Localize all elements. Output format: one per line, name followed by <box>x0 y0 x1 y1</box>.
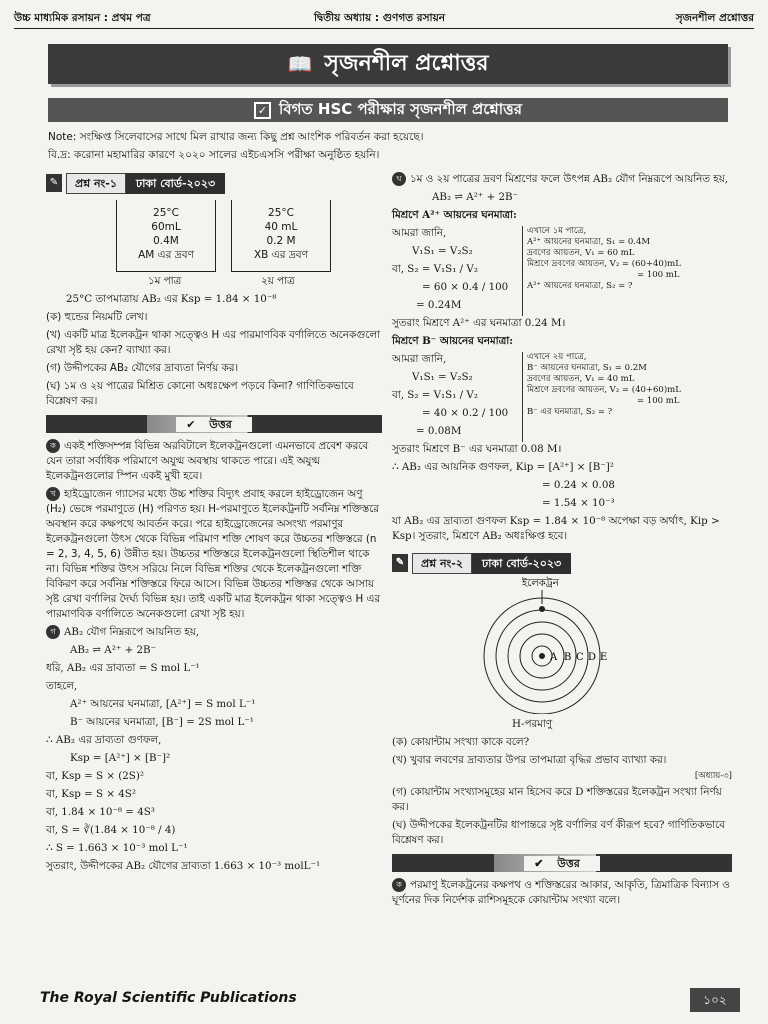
shell-label-e: E <box>600 652 608 663</box>
answer-bar-2: ✔ উত্তর <box>392 854 732 872</box>
q2-gha: (ঘ) উদ্দীপকের ইলেকট্রনটির ধাপান্তরে সৃষ্ট বর্ণালির বর্ণ কীরূপ হবে? গাণিতিকভাবে বিশ্লেষণ কর। <box>392 819 726 846</box>
q2-board: ঢাকা বোর্ড-২০২৩ <box>472 553 571 574</box>
q1-tag <box>46 172 382 194</box>
shell-label-c: C <box>576 652 584 663</box>
ans-kha: খ হাইড্রোজেন গ্যাসের মধ্যে উচ্চ শক্তির বিদ্যুৎ প্রবাহ করলে হাইড্রোজেন অণু (H₂) ভেঙ্গে পরমাণুতে (H) পরিণত হয়। H-পরমাণুতে ইলেকট্রনটি সর্বনিম্ন শক্তিস্তরে অবস্থান করে কক্ষপথে আবর্তন করে। পরে হাইড্রোজেনের অসংখ্য পরমাণুর ইলেকট্রনগুলো উৎস থেকে বিভিন্ন পরিমাণ শক্তি শোষণ করে উচ্চতর শক্তিস্তরে (n = 2, 3, 4, 5, 6) উন্নীত হয়। উচ্চতর শক্তিস্তরে ইলেকট্রনগুলো স্থিতিশীল থাকে না। বিভিন্ন শক্তির উৎস সরিয়ে নিলে বিভিন্ন শক্তির থেকে ইলেকট্রনগুলো শক্তি বিকিরণ করে সর্বনিম্ন শক্তিস্তরে ফিরে আসে। বিভিন্ন উচ্চতর শক্তিস্তর থেকে আসায় সৃষ্ট রেখা বর্ণালির দৈর্ঘ্য বিভিন্ন হয়। তাই একটি মাত্র ইলেকট্রন থাকা সত্ত্বেও H এর পারমাণবিক বর্ণালিতে অনেকগুলো রেখা সৃষ্ট হয়। <box>46 488 381 620</box>
shell-label-a: A <box>550 652 558 663</box>
stimulus-pots <box>46 194 382 292</box>
q2-tag <box>392 552 732 574</box>
banner-title: সৃজনশীল প্রশ্নোত্তর <box>324 50 489 76</box>
pot-2-label: ২য় পাত্র <box>261 275 295 287</box>
q1-gha: (ঘ) ১ম ও ২য় পাত্রের মিশ্রিত কোনো অধঃক্ষেপ পড়বে কিনা? গাণিতিকভাবে বিশ্লেষণ কর। <box>46 380 354 407</box>
section-banner <box>48 44 728 84</box>
ans-ga: গ AB₂ যৌগ নিম্নরূপে আয়নিত হয়, AB₂ ⇌ A²⁺ + 2B⁻ ধরি, AB₂ এর দ্রাব্যতা = S mol L⁻¹ তাহলে, A²⁺ আয়নের ঘনমাত্রা, [A²⁺] = S mol L⁻¹ B⁻ আয়নের ঘনমাত্রা, [B⁻] = 2S mol L⁻¹ ∴ AB₂ এর দ্রাব্যতা গুণফল, Ksp = [A²⁺] × [B⁻]² বা, Ksp = S × (2S)² বা, Ksp = S × 4S² বা, 1.84 × 10⁻⁸ = 4S³ বা, S = ∛(1.84 × 10⁻⁸ / 4) ∴ S = 1.663 × 10⁻³ mol L⁻¹ সুতরাং, উদ্দীপকের AB₂ যৌগের দ্রাব্যতা 1.663 × 10⁻³ molL⁻¹ <box>46 626 321 872</box>
left-column <box>46 172 382 877</box>
header-right: সৃজনশীল প্রশ্নোত্তর <box>675 12 754 24</box>
gha-intro: ১ম ও ২য় পাত্রের দ্রবণ মিশ্রণের ফলে উৎপন্ন AB₂ যৌগ নিম্নরূপে আয়নিত হয়, <box>410 173 729 185</box>
pot-2: 25°C 40 mL 0.2 M XB এর দ্রবণ <box>231 200 331 272</box>
q1-ka: (ক) হুন্ডের নিয়মটি লেখ। <box>46 311 148 323</box>
sub-banner-title: বিগত HSC পরীক্ষার সৃজনশীল প্রশ্নোত্তর <box>278 99 523 118</box>
right-column: ঘ ১ম ও ২য় পাত্রের দ্রবণ মিশ্রণের ফলে উৎপন্ন AB₂ যৌগ নিম্নরূপে আয়নিত হয়, AB₂ ⇌ A²⁺ + 2B⁻ মিশ্রণে A²⁺ আয়নের ঘনমাত্রা: আমরা জানি, V₁S₁ = V₂S₂ বা, S₂ = V₁S₁ / V₂ = 60 × 0.4 / 100 = 0.24M এখানে ১ম পাত্রে, A²⁺ আয়নের ঘনমাত্রা, S₁ = 0.4M দ্রবণের আয়তন, V₁ = 60 mL মিশ্রণে দ্রবণের আয়তন, V₂ = (60+40)mL = 100 mL A²⁺ আয়নের ঘনমাত্রা, S₂ = ? সুতরাং মিশ্রণে A²⁺ এর ঘনমাত্রা 0.24 M। মিশ্রণে B⁻ আয়নের ঘনমাত্রা: আমরা জানি, V₁S₁ = V₂S₂ বা, S₂ = V₁S₁ / V₂ = 40 × 0.2 / 100 = 0.08M এখানে ২য় পাত্রে, B⁻ আয়নের ঘনমাত্রা, S₁ = 0.2M দ্রবণের আয়তন, V₁ = 40 mL মিশ্রণে দ্রবণের আয়তন, V₂ = (40+60)mL = 100 mL B⁻ এর ঘনমাত্রা, S₂ = ? সুতরাং মিশ্রণে B⁻ এর ঘনমাত্রা 0.08 M। ∴ AB₂ এর আয়নিক গুণফল, Kip = [A²⁺] × [B⁻]² = 0.24 × 0.08 = 1.54 × 10⁻³ যা AB₂ এর দ্রাব্যতা গুণফল Ksp = 1.84 × 10⁻⁸ অপেক্ষা বড় অর্থাৎ, Kip > Ksp। সুতরাং, মিশ্রণে AB₂ অধঃক্ষিপ্ত হবে। ✎ প্রশ্ন নং-২ ঢাকা বোর্ড-২০২৩ ইলেকট্রন A B C D E H-পরমাণু (ক) কোয়ান্টাম সংখ্যা কাকে বলে? (খ) খুবার লবণের দ্রাব্যতার উপর তাপমাত্রা বৃদ্ধির প্রভাব ব্যাখ্যা কর। [অধ্যায়-৩] (গ) কোয়ান্টাম সংখ্যাসমূহের মান হিসেব করে D শক্তিস্তরের ইলেকট্রন সংখ্যা নির্ণয় কর। (ঘ) উদ্দীপকের ইলেকট্রনটির ধাপান্তরে সৃষ্ট বর্ণালির বর্ণ কীরূপ হবে? গাণিতিকভাবে বিশ্লেষণ কর। ✔ উত্তর ক পরমাণু ইলেকট্রনের কক্ষপথ ও শক্তিস্তরের আকার, আকৃতি, ত্রিমাত্রিক বিন্যাস ও ঘূর্ণনের দিক নির্দেশক রাশিসমূহকে কোয়ান্টাম সংখ্যা বলে। <box>392 173 732 906</box>
q2-ka: (ক) কোয়ান্টাম সংখ্যা কাকে বলে? <box>392 736 530 748</box>
book-icon: 📖 <box>287 52 313 76</box>
calc-b: আমরা জানি, V₁S₁ = V₂S₂ বা, S₂ = V₁S₁ / V₂ = 40 × 0.2 / 100 = 0.08M এখানে ২য় পাত্রে, B⁻ আয়নের ঘনমাত্রা, S₁ = 0.2M দ্রবণের আয়তন, V₁ = 40 mL মিশ্রণে দ্রবণের আয়তন, V₂ = (40+60)mL = 100 mL B⁻ এর ঘনমাত্রা, S₂ = ? <box>392 352 732 442</box>
q2-chapter-tag: [অধ্যায়-৩] <box>694 771 732 781</box>
pot-1-label: ১ম পাত্র <box>148 275 182 287</box>
pot-1: 25°C 60mL 0.4M AM এর দ্রবণ <box>116 200 216 272</box>
electron-label: ইলেকট্রন <box>522 578 559 589</box>
checkbox-icon: ✓ <box>254 102 271 119</box>
pen-icon: ✎ <box>392 554 408 572</box>
q1-number: প্রশ্ন নং-১ <box>66 173 126 194</box>
publisher-footer: The Royal Scientific Publications <box>40 990 297 1006</box>
shell-label-d: D <box>588 652 597 663</box>
q1-kha: (খ) একটি মাত্র ইলেকট্রন থাকা সত্ত্বেও H এর পারমাণবিক বর্ণালিতে অনেকগুলো রেখা সৃষ্ট হয় কেন? ব্যাখ্যা কর। <box>46 329 381 356</box>
q1-ga: (গ) উদ্দীপকের AB₂ যৌগের দ্রাব্যতা নির্ণয় কর। <box>46 362 239 374</box>
atom-label: H-পরমাণু <box>512 718 553 730</box>
q2-kha: (খ) খুবার লবণের দ্রাব্যতার উপর তাপমাত্রা বৃদ্ধির প্রভাব ব্যাখ্যা কর। <box>392 754 667 766</box>
nb-line: বি.দ্র: করোনা মহামারির কারণে ২০২০ সালের এইচএসসি পরীক্ষা অনুষ্ঠিত হয়নি। <box>48 149 380 161</box>
page-number: ১০২ <box>690 988 740 1012</box>
q2-ga: (গ) কোয়ান্টাম সংখ্যাসমূহের মান হিসেব করে D শক্তিস্তরের ইলেকট্রন সংখ্যা নির্ণয় কর। <box>392 786 722 813</box>
sub-banner <box>48 98 728 122</box>
note-line: Note: সংক্ষিপ্ত সিলেবাসের সাথে মিল রাখার জন্য কিছু প্রশ্ন আংশিক পরিবর্তন করা হয়েছে। <box>48 131 424 143</box>
electron-dot <box>539 606 545 612</box>
q2-number: প্রশ্ন নং-২ <box>412 553 472 574</box>
nucleus <box>539 653 545 659</box>
q1-board: ঢাকা বোর্ড-২০২৩ <box>126 173 225 194</box>
header-left: উচ্চ মাধ্যমিক রসায়ন : প্রথম পত্র <box>14 12 151 24</box>
ksp-line: 25°C তাপমাত্রায় AB₂ এর Ksp = 1.84 × 10⁻⁸ <box>66 293 277 305</box>
answer-bar: ✔ উত্তর <box>46 415 382 433</box>
calc-a: আমরা জানি, V₁S₁ = V₂S₂ বা, S₂ = V₁S₁ / V₂ = 60 × 0.4 / 100 = 0.24M এখানে ১ম পাত্রে, A²⁺ আয়নের ঘনমাত্রা, S₁ = 0.4M দ্রবণের আয়তন, V₁ = 60 mL মিশ্রণে দ্রবণের আয়তন, V₂ = (60+40)mL = 100 mL A²⁺ আয়নের ঘনমাত্রা, S₂ = ? <box>392 226 732 316</box>
shell-label-b: B <box>564 652 572 663</box>
h-atom-diagram <box>392 574 732 714</box>
running-header <box>14 8 754 29</box>
header-center: দ্বিতীয় অধ্যায় : গুণগত রসায়ন <box>314 12 446 24</box>
ans-ka: ক একই শক্তিসম্পন্ন বিভিন্ন অরবিটালে ইলেকট্রনগুলো এমনভাবে প্রবেশ করবে যেন তারা সর্বাধিক পরিমাণে অযুগ্ম অবস্থায় থাকতে পারে। এই অযুগ্ম ইলেকট্রনগুলোর স্পিন একই মুখী হবে। <box>46 440 369 482</box>
q2-ans-ka: ক পরমাণু ইলেকট্রনের কক্ষপথ ও শক্তিস্তরের আকার, আকৃতি, ত্রিমাত্রিক বিন্যাস ও ঘূর্ণনের দিক নির্দেশক রাশিসমূহকে কোয়ান্টাম সংখ্যা বলে। <box>392 879 730 906</box>
pen-icon: ✎ <box>46 174 62 192</box>
